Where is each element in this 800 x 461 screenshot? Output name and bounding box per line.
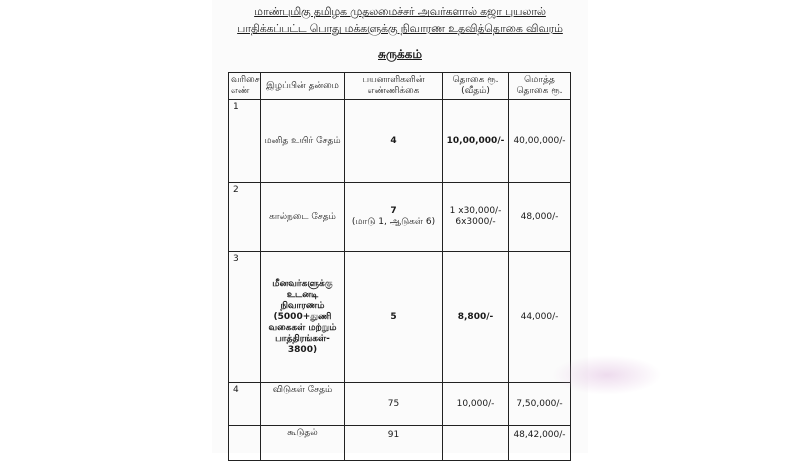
row-amount-rate-line1: 1 x30,000/- [449,206,502,216]
row-sno: 4 [229,383,261,426]
row-amount-cell [443,183,509,252]
row-sno: 1 [229,100,261,183]
row-loss-type-line: உடனடி [286,289,319,300]
table-row [229,183,571,252]
row-amount-rate: 8,800/- [443,252,509,383]
row-loss-type: கால்நடை சேதம் [261,183,345,252]
document-heading-line2: பாதிக்கப்பட்ட பொது மக்களுக்கு நிவாரண உதவித்தொகை விவரம் [237,22,563,35]
document-page [212,0,588,453]
row-loss-type-cell [261,252,345,383]
row-loss-type-line: மீனவர்களுக்கு [272,278,333,289]
row-amount-rate: 10,000/- [443,383,509,426]
footer-label: கூடுதல் [261,426,345,461]
row-total-amount: 7,50,000/- [509,383,571,426]
row-total-amount: 40,00,000/- [509,100,571,183]
row-sno: 2 [229,183,261,252]
header-sno: வரிசை எண் [229,73,261,100]
row-loss-type-line: பாத்திரங்கள்- [275,333,330,344]
row-beneficiary-detail: (மாடு 1, ஆடுகள் 6) [351,217,436,227]
row-beneficiary-count: 4 [345,100,443,183]
row-total-amount: 48,000/- [509,183,571,252]
document-heading-line1: மாண்புமிகு தமிழக முதலமைச்சர் அவர்களால் கஜா புயலால் [254,5,546,18]
footer-grand-total: 48,42,000/- [509,426,571,461]
table-footer-row [229,426,571,461]
header-amount-rate: தொகை ரூ. (வீதம்) [443,73,509,100]
row-loss-type: விடுகள் சேதம் [261,383,345,426]
row-total-amount: 44,000/- [509,252,571,383]
relief-summary-table [228,72,571,461]
row-amount-rate-line2: 6x3000/- [455,217,496,227]
row-beneficiary-count: 75 [345,383,443,426]
row-beneficiary-cell [345,183,443,252]
table-row [229,100,571,183]
row-beneficiary-count: 5 [345,252,443,383]
row-amount-rate: 10,00,000/- [443,100,509,183]
header-loss-type: இழப்பின் தன்மை [261,73,345,100]
row-loss-type-line: வகைகள் மற்றும் [268,322,337,333]
row-sno: 3 [229,252,261,383]
header-total-amount: மொத்த தொகை ரூ. [509,73,571,100]
footer-beneficiary-total: 91 [345,426,443,461]
row-beneficiary-count: 7 [390,206,397,216]
row-loss-type-line: நிவாரணம் [280,300,325,311]
header-beneficiaries: பயனாளிகளின் எண்ணிக்கை [345,73,443,100]
footer-empty-cell [443,426,509,461]
footer-empty-cell [229,426,261,461]
table-row [229,383,571,426]
table-header-row [229,73,571,100]
document-subtitle: சுருக்கம் [378,47,422,61]
row-loss-type: மனித உயிர் சேதம் [261,100,345,183]
row-loss-type-line: 3800) [287,344,318,355]
row-loss-type-line: (5000+துணி [273,311,332,322]
table-row [229,252,571,383]
